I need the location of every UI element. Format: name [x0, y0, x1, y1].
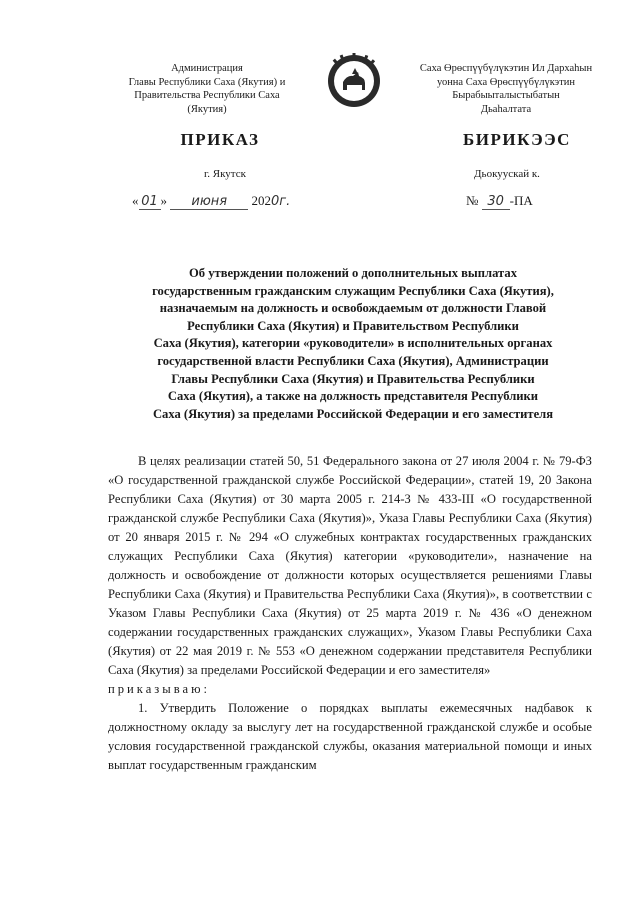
body-paragraph-1: В целях реализации статей 50, 51 Федерального закона от 27 июля 2004 г. № 79-ФЗ «О государственной гражданской службе Российской Федерации», статей 19, 20 Закона Республики Саха (Якутия) от 30 марта 2005 г. 214-З № 433-III «О государственной гражданской службе Республики Саха (Якутия)», Указа Главы Республики Саха (Якутия) от 20 января 2015 г. № 294 «О служебных контрактах государственных гражданских служащих Республики Саха (Якутия) категории «руководители», назначение на должность и освобождение от должности которых осуществляется решениями Главы Республики Саха (Якутия) и Правительства Республики Саха (Якутия)», в соответствии с Указом Главы Республики Саха (Якутия) от 25 марта 2019 г. № 436 «О денежном содержании государственных гражданских служащих», Указом Главы Республики Саха (Якутия) от 22 мая 2019 г. № 553 «О денежном содержании представителя Республики Саха (Якутия) за пределами Российской Федерации и его заместителя»	[108, 454, 592, 677]
heading-line: государственным гражданским служащим Республики Саха (Якутия),	[152, 283, 554, 298]
date-quote-close: »	[160, 193, 167, 208]
city-sah: Дьокуускай к.	[474, 168, 540, 180]
doc-title-ru: ПРИКАЗ	[180, 130, 260, 149]
header-right-org	[396, 62, 616, 116]
date-month: июня	[170, 195, 248, 210]
date-year-hand: 0г.	[271, 194, 291, 209]
heading-line: Саха (Якутия) за пределами Российской Федерации и его заместителя	[152, 406, 554, 421]
city-ru: г. Якутск	[204, 168, 246, 180]
header-left-line: Правительства Республики Саха	[134, 90, 280, 101]
header-right-line: Дьаһалтата	[480, 103, 532, 115]
heading-line: государственной власти Республики Саха (Якутия), Администрации	[157, 353, 549, 368]
body-paragraph-2: 1. Утвердить Положение о порядках выплаты ежемесячных надбавок к должностному окладу за выслугу лет на государственной гражданской службе и особые условия государственной гражданской службы, оказания материальной помощи и иных выплат государственным гражданским	[108, 701, 592, 772]
date-year-prefix: 202	[251, 193, 271, 208]
header-left-line: (Якутия)	[187, 103, 227, 115]
heading-line: назначаемым на должность и освобождаемым от должности Главой	[159, 301, 547, 316]
header-left-org	[96, 62, 318, 116]
date-day: 01	[139, 195, 161, 210]
doc-heading	[108, 265, 598, 423]
header-left-line: Главы Республики Саха (Якутия) и	[128, 76, 286, 88]
heading-line: Саха (Якутия), а также на должность представителя Республики	[167, 389, 539, 404]
num-prefix: №	[466, 193, 479, 208]
heading-line: Республики Саха (Якутия) и Правительством Республики	[187, 318, 519, 333]
doc-date	[132, 193, 312, 210]
order-word: приказываю:	[108, 682, 211, 696]
coat-of-arms-emblem	[325, 52, 383, 110]
header-left-line: Администрация	[171, 63, 243, 74]
num-suffix: -ПА	[509, 193, 533, 208]
doc-number	[466, 193, 586, 210]
header-right-line: Саха Өрөспүүбүлүкэтин Ил Дархаһын	[419, 63, 593, 74]
heading-line: Главы Республики Саха (Якутия) и Правительства Республики	[171, 371, 535, 386]
date-quote-open: «	[132, 193, 139, 208]
heading-line: Об утверждении положений о дополнительных выплатах	[188, 266, 517, 280]
header-right-line: уонна Саха Өрөспүүбүлүкэтин	[436, 76, 576, 88]
doc-title-sah: БИРИКЭЭС	[463, 130, 571, 149]
num-value: 30	[482, 195, 510, 210]
header-right-line: Бырабыыталыстыбатын	[452, 90, 560, 101]
heading-line: Саха (Якутия), категории «руководители» в исполнительных органах	[153, 336, 553, 351]
doc-body	[108, 452, 592, 775]
